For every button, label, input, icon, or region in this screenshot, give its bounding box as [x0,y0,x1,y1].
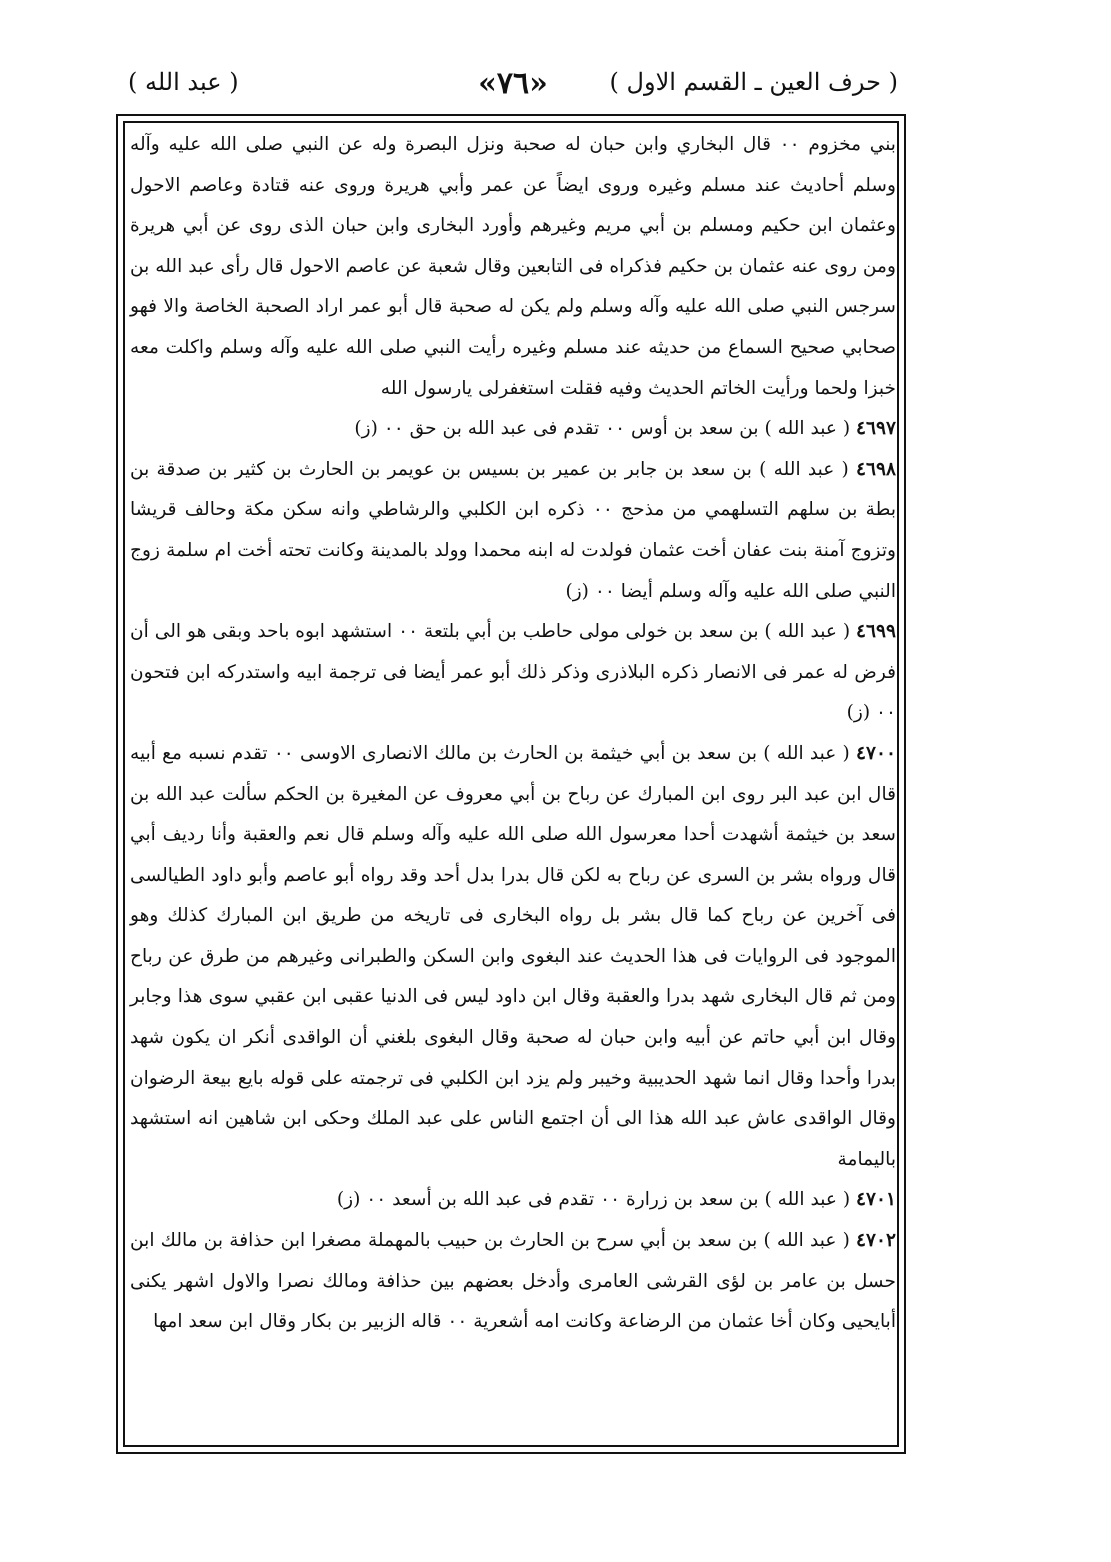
entry-number: ٤٦٩٨ [856,458,896,480]
entry-text: ( عبد الله ) بن سعد بن جابر بن عمير بن بسيس بن عويمر بن الحارث بن كثير بن صدقة بن بطة بن سلهم التسلهمي من مذحج ۰۰ ذكره ابن الكلبي والرشاطي وانه سكن مكة وحالف قريشا وتزوج آمنة بنت عفان أخت عثمان فولدت له ابنه محمدا وولد بالمدينة وكانت تحته أخت ام سلمة زوج النبي صلى الله عليه وآله وسلم أيضا ۰۰ (ز) [130,458,897,602]
entry-text: ( عبد الله ) بن سعد بن أبي سرح بن الحارث بن حبيب بالمهملة مصغرا ابن حذافة بن مالك ابن حسل بن عامر بن لؤى القرشى العامرى وأدخل بعضهم بين حذافة ومالك نصرا والاول اشهر يكنى أبايحيى وكان أخا عثمان من الرضاعة وكانت امه أشعرية ۰۰ قاله الزبير بن بكار وقال ابن سعد امها [130,1230,896,1333]
entry-text: ( عبد الله ) بن سعد بن أوس ۰۰ تقدم فى عبد الله بن حق ۰۰ (ز) [354,418,851,440]
page-number: «٧٦» [478,66,548,101]
entry-number: ٤٧٠١ [856,1189,896,1211]
entry [130,1221,896,1343]
entry-text: ( عبد الله ) بن سعد بن أبي خيثمة بن الحارث بن مالك الانصارى الاوسى ۰۰ تقدم نسبه مع أبيه قال ابن عبد البر روى ابن المبارك عن رباح بن أبي معروف عن المغيرة بن الحكم سألت عبد الله بن سعد بن خيثمة أشهدت أحدا معرسول الله صلى الله عليه وآله وسلم قال نعم والعقبة وأنا رديف أبي قال ورواه بشر بن السرى عن رباح به لكن قال بدرا بدل أحد وقد رواه أبو عاصم وأبو داود الطيالسى فى آخرين عن رباح كما قال بشر بل رواه البخارى فى تاريخه من طريق ابن المبارك كذلك وهو الموجود فى الروايات فى هذا الحديث عند البغوى وابن السكن والطبرانى وغيرهم من طرق عن رباح ومن ثم قال البخارى شهد بدرا والعقبة وقال ابن داود ليس فى الدنيا عقبى ابن عقبي سوى هذا وجابر وقال ابن أبي حاتم عن أبيه وابن حبان له صحبة وقال البغوى بلغني أن الواقدى أنكر ان يكون شهد بدرا وأحدا وقال انما شهد الحديبية وخيبر ولم يزد ابن الكلبي فى ترجمته على قوله بايع بيعة الرضوان وقال الواقدى عاش عبد الله هذا الى أن اجتمع الناس على عبد الملك وحكى ابن شاهين انه استشهد باليمامة [130,742,896,1170]
entry [130,409,896,450]
entry [130,734,896,1181]
entry-text: بني مخزوم ۰۰ قال البخاري وابن حبان له صحبة ونزل البصرة وله عن النبي صلى الله عليه وآله وسلم أحاديث عند مسلم وغيره وروى ايضاً عن عمر وأبي هريرة وروى عنه قتادة وعاصم الاحول وعثمان ابن حكيم ومسلم بن أبي مريم وغيرهم وأورد البخارى وابن حبان الذى روى عن أبي هريرة ومن روى عنه عثمان بن حكيم فذكراه فى التابعين وقال شعبة عن عاصم الاحول قال رأى عبد الله بن سرجس النبي صلى الله عليه وآله وسلم ولم يكن له صحبة قال أبو عمر اراد الصحبة الخاصة والا فهو صحابي صحيح السماع من حديثه عند مسلم وغيره رأيت النبي صلى الله عليه وآله وسلم واكلت معه خبزا ولحما ورأيت الخاتم الحديث وفيه فقلت استغفرلى يارسول الله [130,134,896,399]
entry-text: ( عبد الله ) بن سعد بن خولى مولى حاطب بن أبي بلتعة ۰۰ استشهد ابوه باحد وبقى هو الى أن فرض له عمر فى الانصار ذكره البلاذرى وذكر ذلك أبو عمر أيضا فى ترجمة ابيه واستدركه ابن فتحون ۰۰ (ز) [130,621,896,724]
entry [130,1180,896,1221]
running-header [128,62,898,114]
entry [130,450,896,612]
entry-number: ٤٧٠٠ [856,742,896,764]
entry-continuation [130,125,896,409]
header-section-title: ( حرف العين ـ القسم الاول ) [609,68,898,96]
entry-number: ٤٧٠٢ [856,1230,896,1252]
entry-number: ٤٦٩٩ [856,621,896,643]
entry-text: ( عبد الله ) بن سعد بن زرارة ۰۰ تقدم فى عبد الله بن أسعد ۰۰ (ز) [336,1189,851,1211]
entry-number: ٤٦٩٧ [856,418,896,440]
entry [130,612,896,734]
header-entry-name: ( عبد الله ) [128,68,239,96]
page-body [130,125,896,1450]
